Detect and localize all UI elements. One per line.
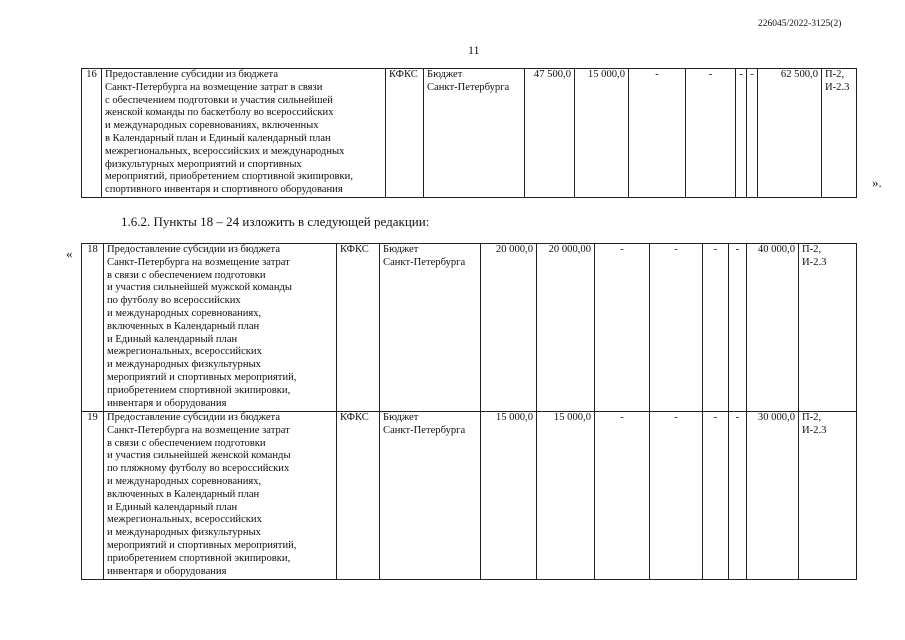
text-line: мероприятий и спортивных мероприятий,: [107, 371, 297, 383]
text-line: Санкт-Петербурга: [383, 256, 466, 268]
text-line: мероприятий, приобретением спортивной экипировки,: [105, 171, 353, 183]
text-line: включенных в Календарный план: [107, 488, 260, 500]
text-line: П-2,: [802, 244, 822, 255]
executor: КФКС: [337, 412, 380, 580]
text-line: П-2,: [825, 69, 845, 80]
funding-source: [380, 244, 481, 412]
text-line: П-2,: [802, 412, 822, 423]
amount-cell: 47 500,0: [525, 69, 575, 198]
row-number: 18: [82, 244, 104, 412]
table-row: [82, 412, 857, 580]
text-line: И-2.3: [802, 424, 827, 436]
page-number: 11: [468, 43, 480, 57]
executor: КФКС: [337, 244, 380, 412]
indicator-codes: [799, 412, 857, 580]
text-line: и участия сильнейшей мужской команды: [107, 282, 293, 294]
row-number: 16: [82, 69, 102, 198]
amount-cell: -: [595, 244, 650, 412]
funding-source: [380, 412, 481, 580]
section-heading: 1.6.2. Пункты 18 – 24 изложить в следующей редакции:: [121, 214, 430, 229]
text-line: Предоставление субсидии из бюджета: [107, 244, 281, 255]
text-line: Бюджет: [427, 69, 463, 80]
text-line: инвентаря и оборудования: [107, 565, 227, 577]
amount-cell: -: [729, 244, 747, 412]
amount-cell: -: [703, 412, 729, 580]
row-number: 19: [82, 412, 104, 580]
opening-quote: «: [66, 246, 73, 261]
text-line: и Единый календарный план: [107, 333, 238, 345]
table-row: [82, 244, 857, 412]
text-line: межрегиональных, всероссийских: [107, 514, 262, 526]
amount-cell: 20 000,0: [481, 244, 537, 412]
indicator-codes: [822, 69, 857, 198]
budget-table-bottom: [81, 243, 857, 580]
amount-cell: 15 000,0: [575, 69, 629, 198]
text-line: И-2.3: [802, 256, 827, 268]
amount-cell: -: [650, 412, 703, 580]
text-line: Предоставление субсидии из бюджета: [107, 412, 281, 423]
text-line: Санкт-Петербурга на возмещение затрат в связи: [105, 81, 323, 93]
amount-cell: -: [650, 244, 703, 412]
text-line: Санкт-Петербурга на возмещение затрат: [107, 256, 290, 268]
text-line: мероприятий и спортивных мероприятий,: [107, 539, 297, 551]
amount-cell: 15 000,0: [481, 412, 537, 580]
text-line: включенных в Календарный план: [107, 320, 260, 332]
executor: КФКС: [386, 69, 424, 198]
text-line: спортивного инвентаря и спортивного оборудования: [105, 184, 343, 196]
text-line: и международных соревнованиях,: [107, 307, 262, 319]
text-line: по пляжному футболу во всероссийских: [107, 463, 290, 475]
text-line: и международных соревнованиях, включенных: [105, 120, 319, 132]
total-amount: 30 000,0: [747, 412, 799, 580]
text-line: Санкт-Петербурга: [427, 81, 510, 93]
text-line: Санкт-Петербурга: [383, 424, 466, 436]
document-id: 226045/2022-3125(2): [758, 19, 842, 29]
text-line: межрегиональных, всероссийских: [107, 346, 262, 358]
text-line: в связи с обеспечением подготовки: [107, 269, 266, 281]
total-amount: 40 000,0: [747, 244, 799, 412]
amount-cell: -: [629, 69, 686, 198]
funding-source: [424, 69, 525, 198]
text-line: в связи с обеспечением подготовки: [107, 437, 266, 449]
amount-cell: 20 000,00: [537, 244, 595, 412]
text-line: Бюджет: [383, 412, 419, 423]
text-line: по футболу во всероссийских: [107, 295, 241, 307]
text-line: межрегиональных, всероссийских и международных: [105, 145, 345, 157]
text-line: с обеспечением подготовки и участия сильнейшей: [105, 94, 333, 106]
amount-cell: -: [595, 412, 650, 580]
text-line: физкультурных мероприятий и спортивных: [105, 158, 302, 170]
text-line: женской команды по баскетболу во всероссийских: [105, 107, 334, 119]
closing-quote: ».: [872, 175, 882, 190]
amount-cell: -: [736, 69, 747, 198]
text-line: Бюджет: [383, 244, 419, 255]
text-line: и международных соревнованиях,: [107, 475, 262, 487]
amount-cell: -: [686, 69, 736, 198]
amount-cell: -: [729, 412, 747, 580]
text-line: приобретением спортивной экипировки,: [107, 552, 291, 564]
text-line: приобретением спортивной экипировки,: [107, 384, 291, 396]
text-line: и Единый календарный план: [107, 501, 238, 513]
amount-cell: -: [747, 69, 758, 198]
text-line: И-2.3: [825, 81, 850, 93]
total-amount: 62 500,0: [758, 69, 822, 198]
budget-table-top: [81, 68, 857, 198]
text-line: и участия сильнейшей женской команды: [107, 450, 291, 462]
text-line: Санкт-Петербурга на возмещение затрат: [107, 424, 290, 436]
text-line: в Календарный план и Единый календарный план: [105, 132, 331, 144]
table-row: [82, 69, 857, 198]
text-line: инвентаря и оборудования: [107, 397, 227, 409]
indicator-codes: [799, 244, 857, 412]
text-line: Предоставление субсидии из бюджета: [105, 69, 279, 80]
amount-cell: 15 000,0: [537, 412, 595, 580]
measure-description: [104, 412, 337, 580]
measure-description: [104, 244, 337, 412]
text-line: и международных физкультурных: [107, 527, 261, 539]
text-line: и международных физкультурных: [107, 359, 261, 371]
amount-cell: -: [703, 244, 729, 412]
measure-description: [102, 69, 386, 198]
